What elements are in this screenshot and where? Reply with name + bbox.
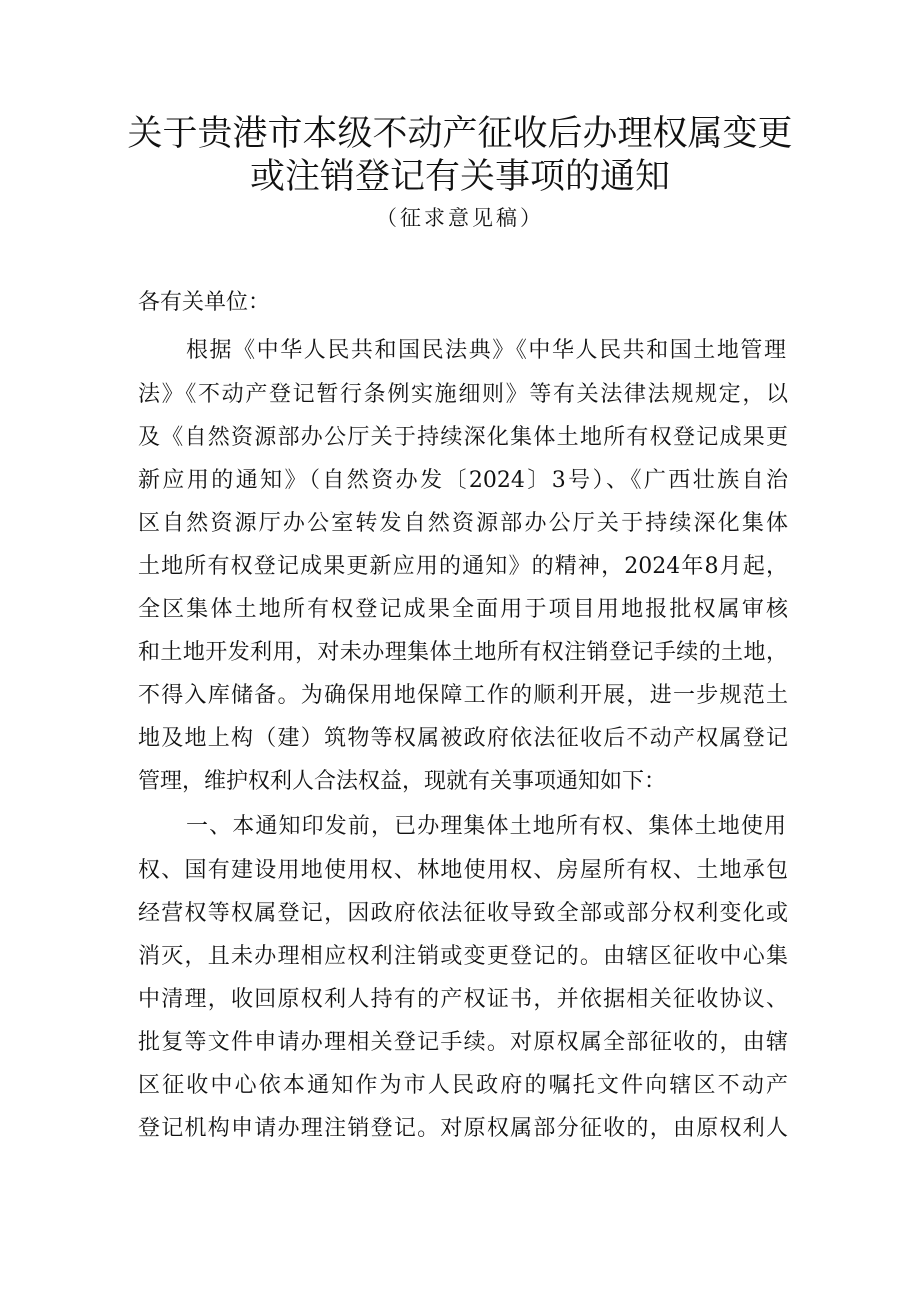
paragraph-line: 管理，维护权利人合法权益，现就有关事项通知如下： bbox=[138, 769, 667, 794]
paragraph-line: 土地所有权登记成果更新应用的通知》的精神，2024年8月起， bbox=[138, 554, 788, 579]
paragraph-line: 区自然资源厅办公室转发自然资源部办公厅关于持续深化集体 bbox=[138, 511, 788, 536]
paragraph-line: 地及地上构（建）筑物等权属被政府依法征收后不动产权属登记 bbox=[138, 726, 788, 751]
paragraph-line: 区征收中心依本通知作为市人民政府的嘱托文件向辖区不动产 bbox=[138, 1073, 788, 1098]
paragraph-line: 根据《中华人民共和国民法典》《中华人民共和国土地管理 bbox=[186, 338, 786, 363]
paragraph-line: 经营权等权属登记，因政府依法征收导致全部或部分权利变化或 bbox=[138, 901, 788, 926]
paragraph-line: 及《自然资源部办公厅关于持续深化集体土地所有权登记成果更 bbox=[138, 425, 788, 450]
paragraph-line: 消灭，且未办理相应权利注销或变更登记的。由辖区征收中心集 bbox=[138, 944, 788, 969]
paragraph-line: 批复等文件申请办理相关登记手续。对原权属全部征收的，由辖 bbox=[138, 1030, 788, 1055]
document-title-line-1: 关于贵港市本级不动产征收后办理权属变更 bbox=[127, 114, 793, 154]
paragraph-line: 登记机构申请办理注销登记。对原权属部分征收的，由原权利人 bbox=[138, 1116, 788, 1141]
paragraph-line: 不得入库储备。为确保用地保障工作的顺利开展，进一步规范土 bbox=[138, 683, 788, 708]
document-subtitle: （征求意见稿） bbox=[376, 206, 544, 230]
paragraph-line: 新应用的通知》（自然资办发〔2024〕3号）、《广西壮族自治 bbox=[138, 468, 788, 493]
paragraph-line: 权、国有建设用地使用权、林地使用权、房屋所有权、土地承包 bbox=[138, 858, 788, 883]
paragraph-line: 法》《不动产登记暂行条例实施细则》等有关法律法规规定，以 bbox=[138, 382, 788, 407]
paragraph-line: 全区集体土地所有权登记成果全面用于项目用地报批权属审核 bbox=[138, 597, 788, 622]
salutation: 各有关单位： bbox=[138, 290, 271, 315]
paragraph-line: 中清理，收回原权利人持有的产权证书，并依据相关征收协议、 bbox=[138, 987, 788, 1012]
paragraph-line: 一、本通知印发前，已办理集体土地所有权、集体土地使用 bbox=[186, 814, 786, 839]
document-title-line-2: 或注销登记有关事项的通知 bbox=[249, 157, 670, 197]
paragraph-line: 和土地开发利用，对未办理集体土地所有权注销登记手续的土地， bbox=[138, 640, 788, 665]
